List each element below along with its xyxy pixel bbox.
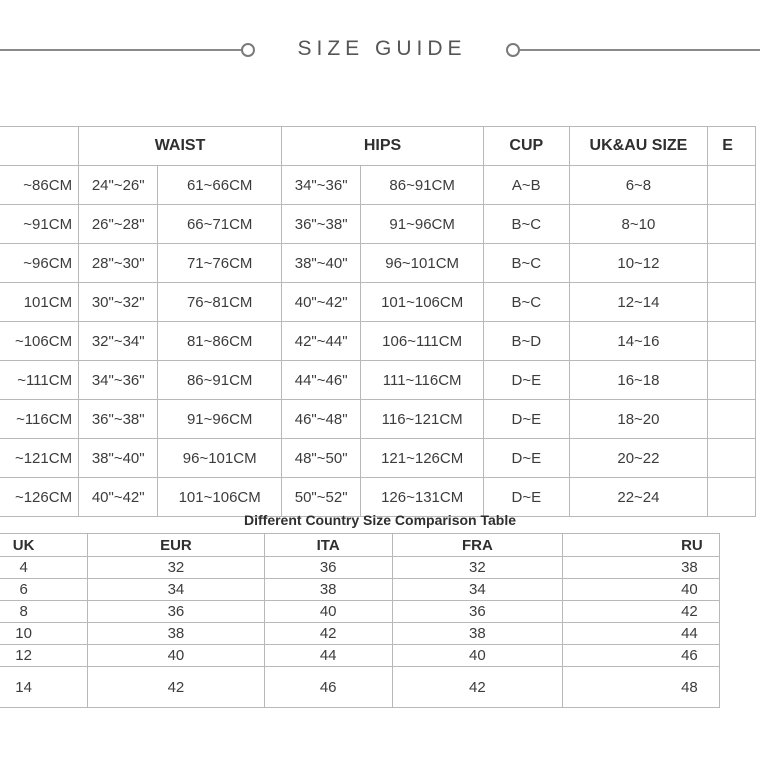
uk-cell: 12 bbox=[0, 645, 88, 667]
hips-cm-cell: 116~121CM bbox=[361, 400, 484, 439]
cup-header: CUP bbox=[484, 127, 570, 166]
size-table-row bbox=[0, 283, 756, 322]
ru-cell: 38 bbox=[563, 557, 720, 579]
waist-in-cell: 26"~28" bbox=[79, 205, 158, 244]
waist-in-cell: 38"~40" bbox=[79, 439, 158, 478]
waist-in-cell: 28"~30" bbox=[79, 244, 158, 283]
fra-cell: 42 bbox=[392, 667, 562, 708]
hips-in-cell: 50"~52" bbox=[282, 478, 361, 517]
size-guide-header bbox=[0, 28, 760, 72]
cup-cell: D~E bbox=[484, 361, 570, 400]
hips-in-cell: 48"~50" bbox=[282, 439, 361, 478]
ukau-size-cell: 8~10 bbox=[569, 205, 708, 244]
eur-size-cell bbox=[708, 283, 756, 322]
waist-in-cell: 36"~38" bbox=[79, 400, 158, 439]
waist-in-cell: 32"~34" bbox=[79, 322, 158, 361]
ru-cell: 48 bbox=[563, 667, 720, 708]
size-table-row bbox=[0, 439, 756, 478]
hips-in-cell: 34"~36" bbox=[282, 166, 361, 205]
fra-cell: 40 bbox=[392, 645, 562, 667]
comparison-row bbox=[0, 557, 720, 579]
bust-cm-cell: ~106CM bbox=[0, 322, 79, 361]
eur-header: E bbox=[708, 127, 756, 166]
eur-col-header: EUR bbox=[88, 534, 264, 557]
header-divider-right bbox=[520, 49, 760, 51]
ru-cell: 42 bbox=[563, 601, 720, 623]
waist-cm-cell: 91~96CM bbox=[158, 400, 282, 439]
uk-header: UK bbox=[0, 534, 88, 557]
ukau-size-cell: 18~20 bbox=[569, 400, 708, 439]
eur-cell: 40 bbox=[88, 645, 264, 667]
ukau-size-cell: 6~8 bbox=[569, 166, 708, 205]
ru-header: RU bbox=[563, 534, 720, 557]
hips-header: HIPS bbox=[282, 127, 484, 166]
comparison-row bbox=[0, 601, 720, 623]
eur-size-cell bbox=[708, 166, 756, 205]
eur-size-cell bbox=[708, 478, 756, 517]
cup-cell: B~C bbox=[484, 244, 570, 283]
bust-cm-cell: ~91CM bbox=[0, 205, 79, 244]
ukau-size-header: UK&AU SIZE bbox=[569, 127, 708, 166]
hips-in-cell: 44"~46" bbox=[282, 361, 361, 400]
hips-cm-cell: 111~116CM bbox=[361, 361, 484, 400]
uk-cell: 14 bbox=[0, 667, 88, 708]
ita-cell: 44 bbox=[264, 645, 392, 667]
page-title: SIZE GUIDE bbox=[297, 37, 467, 60]
hips-cm-cell: 96~101CM bbox=[361, 244, 484, 283]
bust-cm-cell: ~126CM bbox=[0, 478, 79, 517]
ru-cell: 46 bbox=[563, 645, 720, 667]
cup-cell: B~C bbox=[484, 283, 570, 322]
eur-cell: 36 bbox=[88, 601, 264, 623]
hips-cm-cell: 126~131CM bbox=[361, 478, 484, 517]
hips-in-cell: 36"~38" bbox=[282, 205, 361, 244]
waist-in-cell: 24"~26" bbox=[79, 166, 158, 205]
fra-cell: 38 bbox=[392, 623, 562, 645]
waist-in-cell: 30"~32" bbox=[79, 283, 158, 322]
eur-cell: 32 bbox=[88, 557, 264, 579]
cup-cell: D~E bbox=[484, 400, 570, 439]
cup-cell: B~D bbox=[484, 322, 570, 361]
size-table-row bbox=[0, 166, 756, 205]
uk-cell: 4 bbox=[0, 557, 88, 579]
size-table-row bbox=[0, 244, 756, 283]
eur-cell: 38 bbox=[88, 623, 264, 645]
eur-size-cell bbox=[708, 361, 756, 400]
fra-cell: 34 bbox=[392, 579, 562, 601]
fra-header: FRA bbox=[392, 534, 562, 557]
ukau-size-cell: 14~16 bbox=[569, 322, 708, 361]
size-table-row bbox=[0, 478, 756, 517]
waist-cm-cell: 61~66CM bbox=[158, 166, 282, 205]
hips-cm-cell: 91~96CM bbox=[361, 205, 484, 244]
hips-cm-cell: 101~106CM bbox=[361, 283, 484, 322]
bust-cm-cell: 101CM bbox=[0, 283, 79, 322]
uk-cell: 8 bbox=[0, 601, 88, 623]
size-table-row bbox=[0, 322, 756, 361]
bust-cm-cell: ~96CM bbox=[0, 244, 79, 283]
hips-in-cell: 38"~40" bbox=[282, 244, 361, 283]
ukau-size-cell: 10~12 bbox=[569, 244, 708, 283]
waist-in-cell: 40"~42" bbox=[79, 478, 158, 517]
hips-in-cell: 42"~44" bbox=[282, 322, 361, 361]
size-table-row bbox=[0, 205, 756, 244]
comparison-table bbox=[0, 533, 720, 708]
cup-cell: A~B bbox=[484, 166, 570, 205]
hips-cm-cell: 106~111CM bbox=[361, 322, 484, 361]
ita-cell: 40 bbox=[264, 601, 392, 623]
hips-cm-cell: 121~126CM bbox=[361, 439, 484, 478]
hips-in-cell: 46"~48" bbox=[282, 400, 361, 439]
waist-header: WAIST bbox=[79, 127, 282, 166]
bust-header bbox=[0, 127, 79, 166]
ita-cell: 42 bbox=[264, 623, 392, 645]
bust-cm-cell: ~86CM bbox=[0, 166, 79, 205]
eur-size-cell bbox=[708, 205, 756, 244]
bust-cm-cell: ~111CM bbox=[0, 361, 79, 400]
waist-cm-cell: 76~81CM bbox=[158, 283, 282, 322]
eur-size-cell bbox=[708, 439, 756, 478]
comparison-row bbox=[0, 623, 720, 645]
comparison-header-row bbox=[0, 534, 720, 557]
size-table bbox=[0, 126, 756, 517]
uk-cell: 10 bbox=[0, 623, 88, 645]
eur-size-cell bbox=[708, 322, 756, 361]
eur-size-cell bbox=[708, 244, 756, 283]
ita-header: ITA bbox=[264, 534, 392, 557]
header-circle-right-icon bbox=[506, 43, 520, 57]
bust-cm-cell: ~121CM bbox=[0, 439, 79, 478]
waist-cm-cell: 96~101CM bbox=[158, 439, 282, 478]
ukau-size-cell: 16~18 bbox=[569, 361, 708, 400]
ita-cell: 38 bbox=[264, 579, 392, 601]
uk-cell: 6 bbox=[0, 579, 88, 601]
ukau-size-cell: 12~14 bbox=[569, 283, 708, 322]
hips-cm-cell: 86~91CM bbox=[361, 166, 484, 205]
waist-cm-cell: 101~106CM bbox=[158, 478, 282, 517]
header-divider-left bbox=[0, 49, 242, 51]
cup-cell: B~C bbox=[484, 205, 570, 244]
size-table-row bbox=[0, 400, 756, 439]
comparison-row bbox=[0, 579, 720, 601]
header-circle-left-icon bbox=[241, 43, 255, 57]
eur-cell: 42 bbox=[88, 667, 264, 708]
fra-cell: 32 bbox=[392, 557, 562, 579]
waist-cm-cell: 66~71CM bbox=[158, 205, 282, 244]
ru-cell: 40 bbox=[563, 579, 720, 601]
comparison-row bbox=[0, 667, 720, 708]
eur-cell: 34 bbox=[88, 579, 264, 601]
eur-size-cell bbox=[708, 400, 756, 439]
ita-cell: 36 bbox=[264, 557, 392, 579]
cup-cell: D~E bbox=[484, 478, 570, 517]
waist-cm-cell: 81~86CM bbox=[158, 322, 282, 361]
waist-cm-cell: 86~91CM bbox=[158, 361, 282, 400]
fra-cell: 36 bbox=[392, 601, 562, 623]
waist-cm-cell: 71~76CM bbox=[158, 244, 282, 283]
waist-in-cell: 34"~36" bbox=[79, 361, 158, 400]
cup-cell: D~E bbox=[484, 439, 570, 478]
ukau-size-cell: 22~24 bbox=[569, 478, 708, 517]
ru-cell: 44 bbox=[563, 623, 720, 645]
bust-cm-cell: ~116CM bbox=[0, 400, 79, 439]
comparison-caption: Different Country Size Comparison Table bbox=[244, 512, 516, 528]
hips-in-cell: 40"~42" bbox=[282, 283, 361, 322]
ukau-size-cell: 20~22 bbox=[569, 439, 708, 478]
comparison-row bbox=[0, 645, 720, 667]
ita-cell: 46 bbox=[264, 667, 392, 708]
size-table-header-row bbox=[0, 127, 756, 166]
size-table-row bbox=[0, 361, 756, 400]
